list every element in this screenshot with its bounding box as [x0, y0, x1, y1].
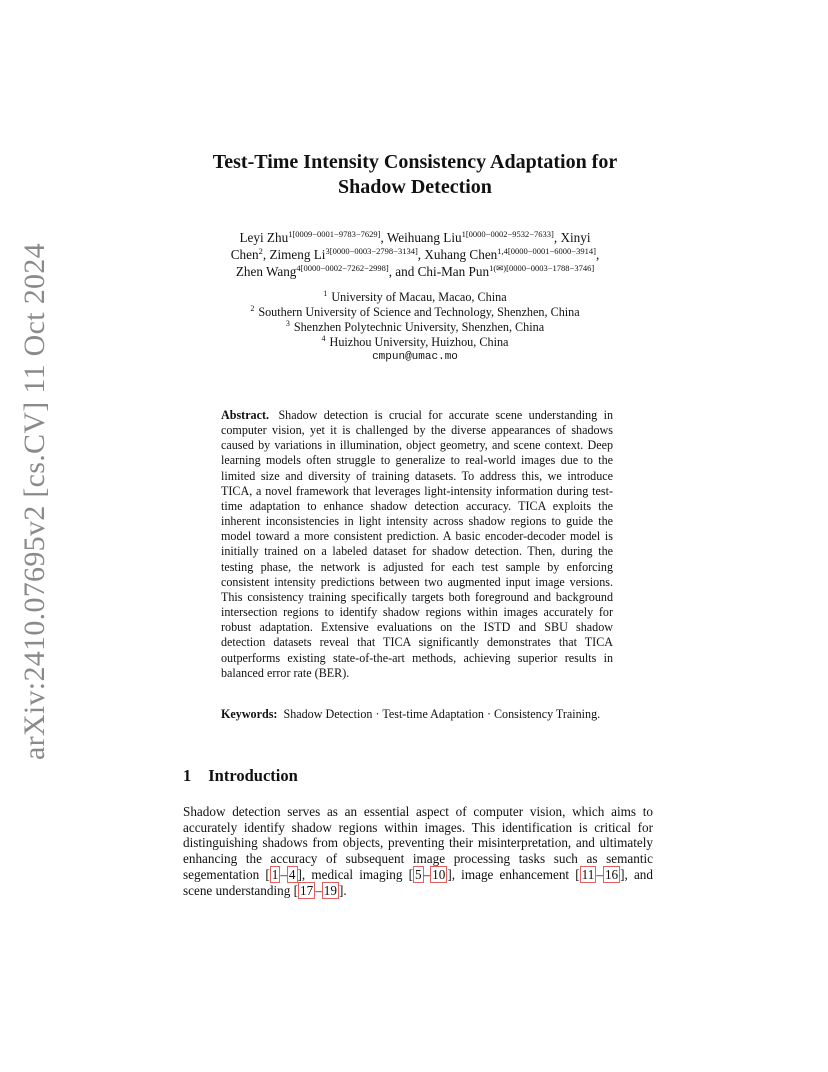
- author-affiliation-orcid: 4[0000−0002−7262−2998]: [296, 263, 389, 273]
- author-affiliation-orcid: 1,4[0000−0001−6000−3914]: [497, 246, 596, 256]
- author-name: Zimeng Li: [269, 247, 326, 262]
- affiliation-text: Southern University of Science and Technology, Shenzhen, China: [258, 305, 580, 319]
- range-dash: –: [596, 866, 603, 882]
- intro-text: .: [343, 882, 347, 898]
- affiliation-list: [160, 290, 670, 365]
- affiliation-item: [160, 290, 670, 305]
- affiliation-item: [160, 320, 670, 335]
- author-name: Xuhang Chen: [424, 247, 498, 262]
- arxiv-identifier-stamp: arXiv:2410.07695v2 [cs.CV] 11 Oct 2024: [18, 243, 51, 760]
- title-line-2: Shadow Detection: [338, 176, 492, 198]
- citation-link[interactable]: 19: [323, 882, 337, 898]
- affiliation-number: 3: [285, 319, 290, 328]
- abstract-text: Shadow detection is crucial for accurate scene understanding in computer vision, yet it is challenged by the diverse appearances of shadows caused by variations in illumination, object geometry, and scene context. Deep learning models often struggle to generalize to real-world images due to the limited size and diversity of training datasets. To address this, we introduce TICA, a novel framework that leverages light-intensity information during test-time adaptation to enhance shadow detection accuracy. TICA exploits the inherent inconsistencies in light intensity across shadow regions to guide the model toward a more consistent prediction. A basic encoder-decoder model is initially trained on a labeled dataset for shadow detection. Then, during the testing phase, the network is adjusted for each test sample by enforcing consistent intensity predictions between two augmented input image versions. This consistency training specifically targets both foreground and background intersection regions to identify shadow regions within images accurately for robust adaptation. Extensive evaluations on the ISTD and SBU shadow detection datasets reveal that TICA significantly demonstrates that TICA outperforms existing state-of-the-art methods, achieving superior results in balanced error rate (BER).: [221, 408, 613, 680]
- affiliation-text: Shenzhen Polytechnic University, Shenzhen, China: [293, 320, 545, 334]
- author-affiliation-orcid: 3[0000−0003−2798−3134]: [325, 246, 418, 256]
- corresponding-email[interactable]: cmpun@umac.mo: [372, 351, 458, 363]
- paper-title: [150, 150, 680, 200]
- range-dash: –: [423, 866, 431, 882]
- author-conjunction: and: [395, 264, 415, 279]
- author-affiliation-orcid: [489, 263, 594, 273]
- citation-link[interactable]: 5: [414, 866, 422, 882]
- abstract: [221, 408, 613, 681]
- intro-text: , and scene understanding: [183, 866, 653, 898]
- intro-text: Shadow detection serves as an essential aspect of computer vision, which aims to accurately identify shadow regions within images. This identification is critical for distinguishing shadows from objects, preventing their misinterpretation, and ultimately enhancing the accuracy of subsequent image processing tasks such as semantic segementation: [183, 804, 653, 882]
- section-title: Introduction: [208, 766, 298, 785]
- author-affiliation-orcid: 1[0000−0002−9532−7633]: [461, 229, 554, 239]
- citation-link[interactable]: 10: [432, 866, 446, 882]
- envelope-icon: ✉: [496, 263, 504, 273]
- author-name: Leyi Zhu: [239, 230, 289, 245]
- author-affiliation-orcid: 1[0009−0001−9783−7629]: [288, 229, 381, 239]
- affiliation-text: University of Macau, Macao, China: [331, 290, 507, 304]
- author-name: Weihuang Liu: [386, 230, 462, 245]
- citation-link[interactable]: 17: [300, 882, 314, 898]
- citation-link[interactable]: 1: [271, 866, 279, 882]
- intro-text: , image enhancement: [451, 866, 576, 882]
- citation-link[interactable]: 11: [581, 866, 595, 882]
- keywords: [221, 707, 613, 722]
- affiliation-item: [160, 335, 670, 350]
- section-heading: [183, 766, 483, 786]
- affiliation-item: [160, 305, 670, 320]
- affiliation-text: Huizhou University, Huizhou, China: [329, 335, 509, 349]
- author-name: Chi-Man Pun: [417, 264, 490, 279]
- author-name-part: Xinyi: [560, 230, 591, 245]
- introduction-paragraph: Shadow detection serves as an essential aspect of computer vision, which aims to accurately identify shadow regions within images. This identification is critical for distinguishing shadows from objects, preventing their misinterpretation, and ultimately enhancing the accuracy of subsequent image processing tasks such as semantic segementation [ 1 – 4 ], medical imaging [ 5 – 10 ], image enhancement [ 11 – 16 ], and scene understanding [ 17 – 19 ].: [183, 804, 653, 898]
- abstract-label: Abstract.: [221, 408, 270, 422]
- title-line-1: Test-Time Intensity Consistency Adaptation for: [212, 151, 618, 173]
- range-dash: –: [280, 866, 287, 882]
- range-dash: –: [315, 882, 322, 898]
- intro-text: , medical imaging: [301, 866, 409, 882]
- section-number: 1: [183, 766, 192, 785]
- affiliation-number: 2: [250, 304, 255, 313]
- author-name: Zhen Wang: [235, 264, 297, 279]
- affiliation-number: 1: [323, 289, 328, 298]
- sup-suffix: )[0000−0003−1788−3746]: [503, 263, 595, 273]
- author-name-part: Chen: [230, 247, 259, 262]
- citation-link[interactable]: 16: [604, 866, 619, 882]
- keywords-text: Shadow Detection · Test-time Adaptation · Consistency Training.: [283, 707, 601, 721]
- sup-prefix: 1(: [489, 263, 497, 273]
- citation-link[interactable]: 4: [288, 866, 296, 882]
- keywords-label: Keywords:: [221, 707, 278, 721]
- author-list: Leyi Zhu$^{1[0009-0001-9783-7629]}$, Weihuang Liu$^{1[0000-0002-9532-7633]}$, Xinyi Chen$^2$, Zimeng $Li^{3[0000-0003-2798-3134]}$, Xuhang Chen$^{1,4[0000-0001-6000-3914]}$, Zhen Wang$^{4[0000-0002-7262-2998]}$, and Chi-Man Pun$^{1(✉)[0000-0003-1788-3746]}$: [230, 229, 600, 279]
- affiliation-number: 4: [321, 334, 326, 343]
- author-affiliation: 2: [258, 246, 263, 256]
